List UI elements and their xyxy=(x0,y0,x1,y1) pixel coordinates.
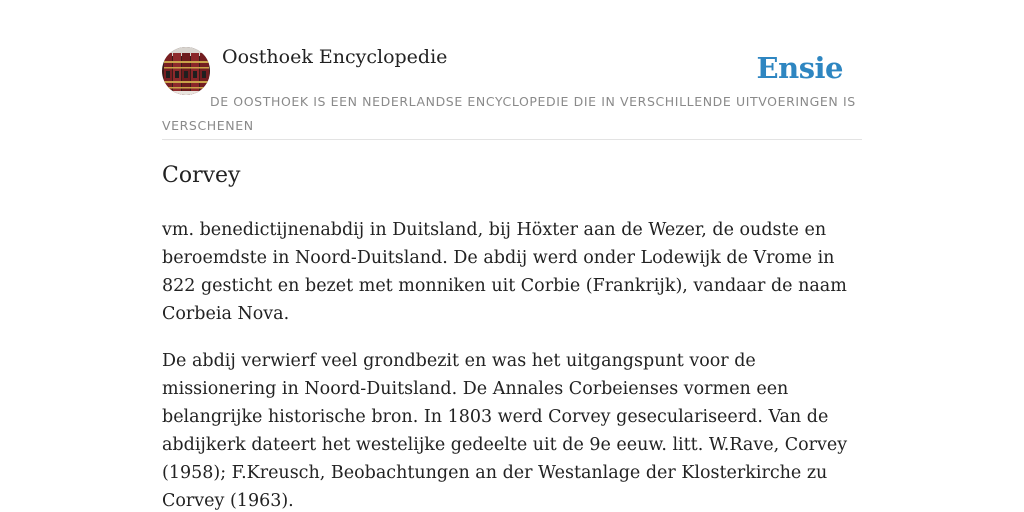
ensie-logo[interactable]: Ensie xyxy=(756,51,843,85)
header-divider xyxy=(162,139,862,140)
article-title: Corvey xyxy=(162,163,241,188)
article-paragraph: vm. benedictijnenabdij in Duitsland, bij Höxter aan de Wezer, de oudste en beroemdste in Noord-Duitsland. De abdij werd onder Lodewijk de Vrome in 822 gesticht en bezet met monniken uit Corbie (Frankrijk), vandaar de naam Corbeia Nova. xyxy=(162,220,847,324)
article-body xyxy=(162,216,862,512)
article-paragraph: De abdij verwierf veel grondbezit en was het uitgangspunt voor de missionering in Noord-Duitsland. De Annales Corbeienses vormen een belangrijke historische bron. In 1803 werd Corvey geseculariseerd. Van de abdijkerk dateert het westelijke gedeelte uit de 9e eeuw. litt. W.Rave, Corvey (1958); F.Kreusch, Beobachtungen an der Westanlage der Klosterkirche zu Corvey (1963). xyxy=(162,351,848,511)
encyclopedia-books-icon[interactable] xyxy=(162,47,210,95)
source-tagline: DE OOSTHOEK IS EEN NEDERLANDSE ENCYCLOPEDIE DIE IN VERSCHILLENDE UITVOERINGEN IS VERSCHENEN xyxy=(162,94,856,133)
source-name-link[interactable]: Oosthoek Encyclopedie xyxy=(222,46,448,68)
